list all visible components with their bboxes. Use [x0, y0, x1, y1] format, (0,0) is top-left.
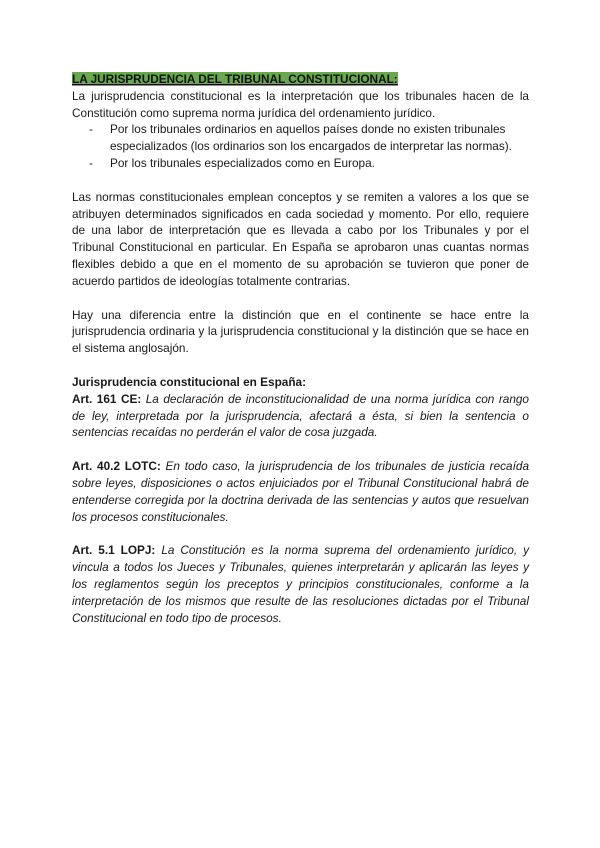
paragraph-gap: [72, 172, 529, 189]
article-label: Art. 40.2 LOTC:: [72, 459, 161, 474]
article-label: Art. 5.1 LOPJ:: [72, 543, 156, 558]
section-heading: [72, 71, 529, 88]
list-item: [89, 155, 529, 172]
article-label: Art. 161 CE:: [72, 391, 142, 406]
subheading: Jurisprudencia constitucional en España:: [72, 374, 307, 389]
bullet-text: Por los tribunales especializados como en Europa.: [110, 155, 375, 170]
paragraph-gap: [72, 290, 529, 307]
article-text: La declaración de inconstitucionalidad de una norma jurídica con rango de ley, interpretada por la jurisprudencia, afectará a ésta, si bien la sentencia o sentencias recaídas no perderán el valor de cosa juzgada.: [72, 391, 529, 440]
bullet-list: [72, 121, 529, 171]
section-title: LA JURISPRUDENCIA DEL TRIBUNAL CONSTITUCIONAL:: [72, 72, 398, 86]
article-5-1-lopj: [72, 542, 529, 626]
article-text: La Constitución es la norma suprema del ordenamiento jurídico, y vincula a todos los Jueces y Tribunales, quienes interpretarán y aplicarán las leyes y los reglamentos según los preceptos y principios constitucionales, conforme a la interpretación de los mismos que resulte de las resoluciones dictadas por el Tribunal Constitucional en todo tipo de procesos.: [72, 543, 529, 625]
paragraph-gap: [72, 525, 529, 542]
normas-paragraph: Las normas constitucionales emplean conceptos y se remiten a valores a los que se atribuyen determinados significados en cada sociedad y momento. Por ello, requiere de una labor de interpretación que es llevada a cabo por los Tribunales y por el Tribunal Constitucional en particular. En España se aprobaron unas cuantas normas flexibles debido a que en el momento de su aprobación se tuvieron que poner de acuerdo partidos de ideologías totalmente contrarias.: [72, 189, 529, 288]
paragraph-gap: [72, 357, 529, 374]
diferencia-paragraph: Hay una diferencia entre la distinción que en el continente se hace entre la jurisprudencia ordinaria y la jurisprudencia constitucional y la distinción que se hace en el sistema anglosajón.: [72, 307, 529, 356]
article-text: En todo caso, la jurisprudencia de los tribunales de justicia recaída sobre leyes, disposiciones o actos enjuiciados por el Tribunal Constitucional habrá de entenderse corregida por la doctrina derivada de las sentencias y autos que resuelvan los procesos constitucionales.: [72, 459, 530, 524]
intro-paragraph: La jurisprudencia constitucional es la interpretación que los tribunales hacen de la Constitución como suprema norma jurídica del ordenamiento jurídico.: [72, 88, 529, 120]
article-161-ce: [72, 391, 529, 441]
document-body: [72, 71, 529, 626]
list-item: [89, 121, 529, 155]
article-40-2-lotc: [72, 458, 529, 525]
bullet-text: Por los tribunales ordinarios en aquellos países donde no existen tribunales especializados (los ordinarios son los encargados de interpretar las normas).: [110, 122, 512, 154]
bullet-marker: -: [89, 155, 93, 170]
paragraph-gap: [72, 441, 529, 458]
bullet-marker: -: [89, 122, 93, 137]
